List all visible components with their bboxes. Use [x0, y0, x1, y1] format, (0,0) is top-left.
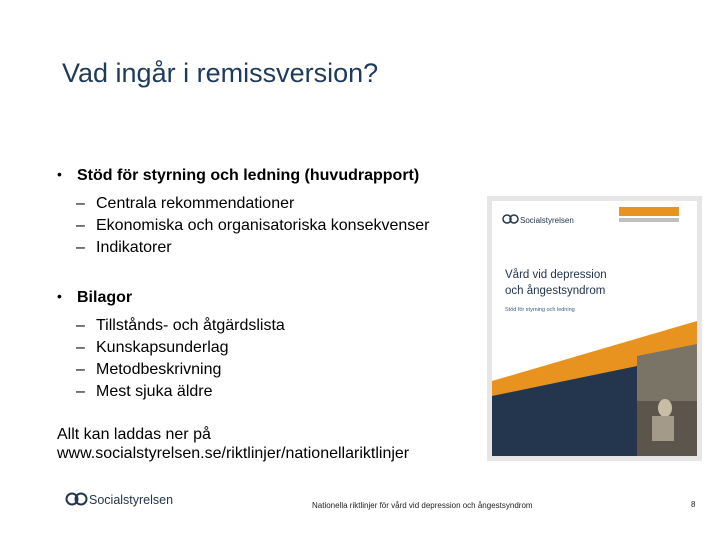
report-cover-image: [487, 196, 702, 461]
dash-marker: –: [76, 195, 85, 212]
sub-bullet: [76, 239, 172, 257]
bullet-main-report: [57, 166, 419, 185]
dash-marker: –: [76, 217, 85, 234]
download-url[interactable]: www.socialstyrelsen.se/riktlinjer/nationellariktlinjer: [57, 445, 410, 462]
cover-subtitle: Stöd för styrning och ledning: [505, 307, 575, 313]
page-number: 8: [691, 500, 696, 509]
logo-text: Socialstyrelsen: [89, 493, 174, 507]
sub-bullet-text: Ekonomiska och organisatoriska konsekvenser: [96, 217, 430, 234]
socialstyrelsen-logo: [64, 488, 176, 512]
cover-title-line2: och ångestsyndrom: [505, 285, 606, 297]
sub-bullet-text: Kunskapsunderlag: [96, 339, 229, 356]
slide-title: Vad ingår i remissversion?: [62, 58, 379, 88]
dash-marker: –: [76, 339, 85, 356]
logo-icon: [67, 494, 87, 505]
sub-bullet: [76, 195, 294, 213]
sub-bullet-text: Indikatorer: [96, 239, 172, 256]
sub-bullet: [76, 361, 221, 379]
cover-publisher: Socialstyrelsen: [520, 216, 574, 225]
sub-bullet-text: Metodbeskrivning: [96, 361, 222, 378]
bullet-text: Stöd för styrning och ledning (huvudrapport): [77, 167, 420, 184]
dash-marker: –: [76, 361, 85, 378]
dash-marker: –: [76, 317, 85, 334]
bullet-text: Bilagor: [77, 289, 133, 306]
sub-bullet: [76, 217, 430, 235]
cover-title-line1: Vård vid depression: [505, 269, 607, 281]
bullet-marker: •: [57, 166, 62, 182]
bullet-marker: •: [57, 288, 62, 304]
dash-marker: –: [76, 239, 85, 256]
sub-bullet: [76, 317, 285, 335]
bullet-appendices: [57, 288, 132, 307]
sub-bullet: [76, 383, 213, 401]
footer-text: Nationella riktlinjer för vård vid depression och ångestsyndrom: [312, 501, 533, 510]
dash-marker: –: [76, 383, 85, 400]
sub-bullet-text: Tillstånds- och åtgärdslista: [96, 317, 285, 334]
sub-bullet: [76, 339, 229, 357]
sub-bullet-text: Mest sjuka äldre: [96, 383, 213, 400]
sub-bullet-text: Centrala rekommendationer: [96, 195, 295, 212]
download-text: Allt kan laddas ner på: [57, 426, 211, 443]
